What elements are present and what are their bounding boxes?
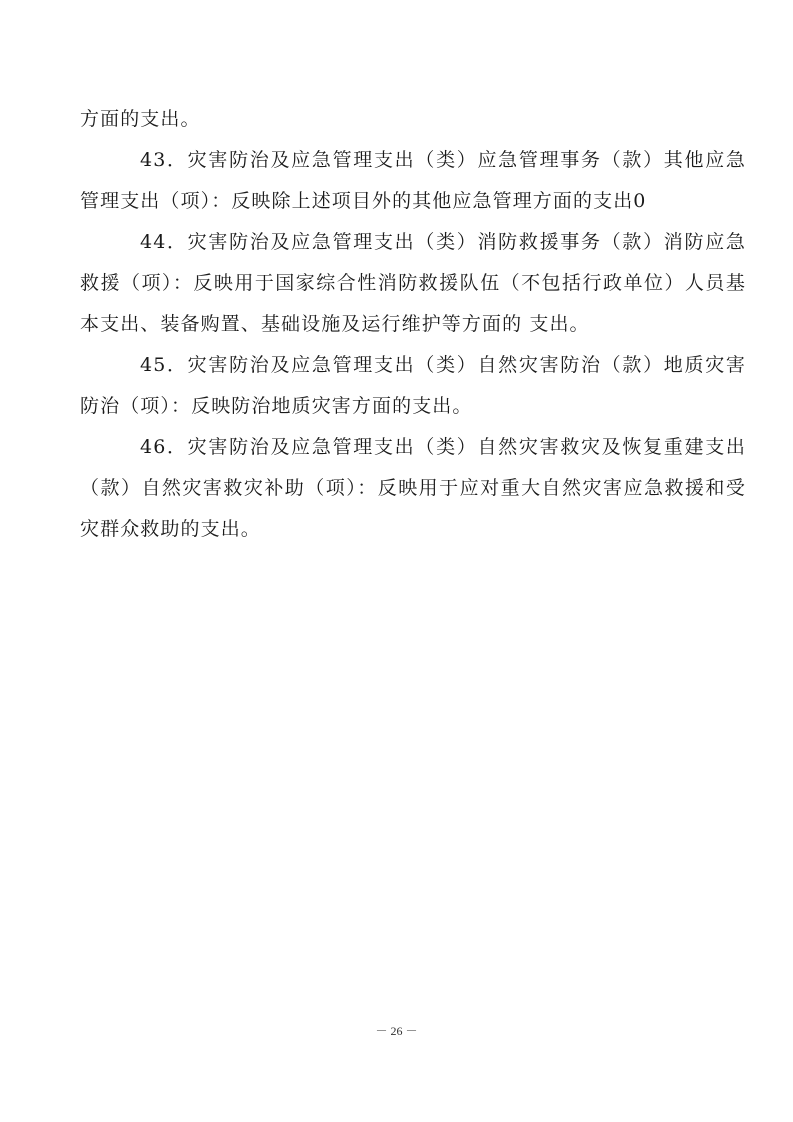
paragraph-item-43: 43．灾害防治及应急管理支出（类）应急管理事务（款）其他应急管理支出（项）：反映除上述项目外的其他应急管理方面的支出0 xyxy=(80,149,746,212)
paragraph-item-44: 44．灾害防治及应急管理支出（类）消防救援事务（款）消防应急救援（项）：反映用于国家综合性消防救援队伍（不包括行政单位）人员基本支出、装备购置、基础设施及运行维护等方面的 支出。 xyxy=(80,231,746,335)
document-body xyxy=(80,99,746,550)
paragraph-item-46: 46．灾害防治及应急管理支出（类）自然灾害救灾及恢复重建支出（款）自然灾害救灾补助（项）：反映用于应对重大自然灾害应急救援和受灾群众救助的支出。 xyxy=(80,436,746,540)
paragraph-item-45: 45．灾害防治及应急管理支出（类）自然灾害防治（款）地质灾害防治（项）：反映防治地质灾害方面的支出。 xyxy=(80,354,746,417)
paragraph-continuation: 方面的支出。 xyxy=(80,108,201,130)
page-number: － 26 － xyxy=(375,1024,418,1038)
